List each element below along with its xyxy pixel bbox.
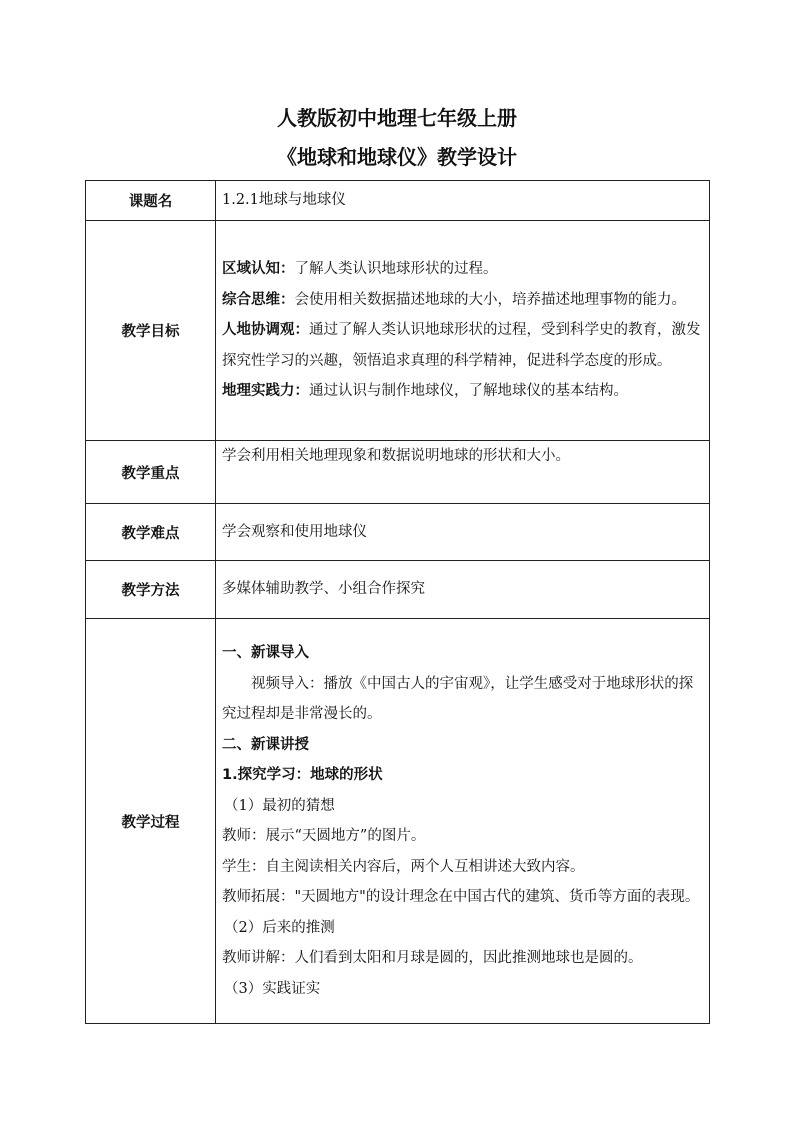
objective-text: 通过认识与制作地球仪，了解地球仪的基本结构。: [309, 383, 628, 400]
objective-heading: 人地协调观：: [222, 322, 309, 339]
methods-value: 多媒体辅助教学、小组合作探究: [216, 561, 710, 619]
topic-label: 课题名: [86, 181, 216, 221]
difficulties-label: 教学难点: [86, 504, 216, 561]
objectives-content: [216, 221, 710, 441]
objective-heading: 区域认知：: [222, 261, 295, 278]
lesson-plan-table: [85, 180, 710, 1024]
objective-item: [222, 376, 703, 407]
key-points-label: 教学重点: [86, 441, 216, 504]
paragraph: 教师拓展："天圆地方"的设计理念在中国古代的建筑、货币等方面的表现。: [222, 889, 700, 905]
objective-heading: 综合思维：: [222, 291, 295, 308]
objective-text: 了解人类认识地球形状的过程。: [294, 261, 498, 278]
objectives-label: 教学目标: [86, 221, 216, 441]
subsection-heading: 1.探究学习：地球的形状: [222, 767, 383, 783]
step-heading: （3）实践证实: [224, 980, 321, 997]
process-label: 教学过程: [86, 619, 216, 1024]
step-heading: （1）最初的猜想: [224, 797, 335, 814]
table-row-difficulties: [86, 504, 710, 561]
document-subtitle: 《地球和地球仪》教学设计: [277, 145, 517, 169]
paragraph: 学生：自主阅读相关内容后，两个人互相讲述大致内容。: [222, 858, 585, 875]
objective-item: [222, 285, 703, 316]
document-title: 人教版初中地理七年级上册: [277, 106, 517, 130]
key-points-value: 学会利用相关地理现象和数据说明地球的形状和大小。: [216, 441, 710, 504]
step-heading: （2）后来的推测: [224, 919, 335, 936]
methods-label: 教学方法: [86, 561, 216, 619]
objective-text: 通过了解人类认识地球形状的过程，受到科学史的教育，激发探究性学习的兴趣，领悟追求真理的科学精神，促进科学态度的形成。: [222, 322, 701, 369]
section-heading: 一、新课导入: [222, 645, 309, 661]
difficulties-value: 学会观察和使用地球仪: [216, 504, 710, 561]
table-row-key-points: [86, 441, 710, 504]
objective-item: [222, 315, 703, 376]
paragraph: 教师讲解：人们看到太阳和月球是圆的，因此推测地球也是圆的。: [222, 950, 643, 966]
section-heading: 二、新课讲授: [222, 736, 309, 753]
table-row-methods: [86, 561, 710, 619]
process-content: [216, 619, 710, 1024]
table-row-objectives: [86, 221, 710, 441]
objective-heading: 地理实践力：: [222, 383, 309, 400]
paragraph: 教师：展示“天圆地方”的图片。: [222, 828, 426, 844]
paragraph: 视频导入：播放《中国古人的宇宙观》，让学生感受对于地球形状的探究过程却是非常漫长的。: [222, 675, 694, 722]
table-row-topic: [86, 181, 710, 221]
topic-value: 1.2.1地球与地球仪: [216, 181, 710, 221]
table-row-process: [86, 619, 710, 1024]
objective-text: 会使用相关数据描述地球的大小，培养描述地理事物的能力。: [294, 291, 686, 308]
objective-item: [222, 254, 703, 285]
